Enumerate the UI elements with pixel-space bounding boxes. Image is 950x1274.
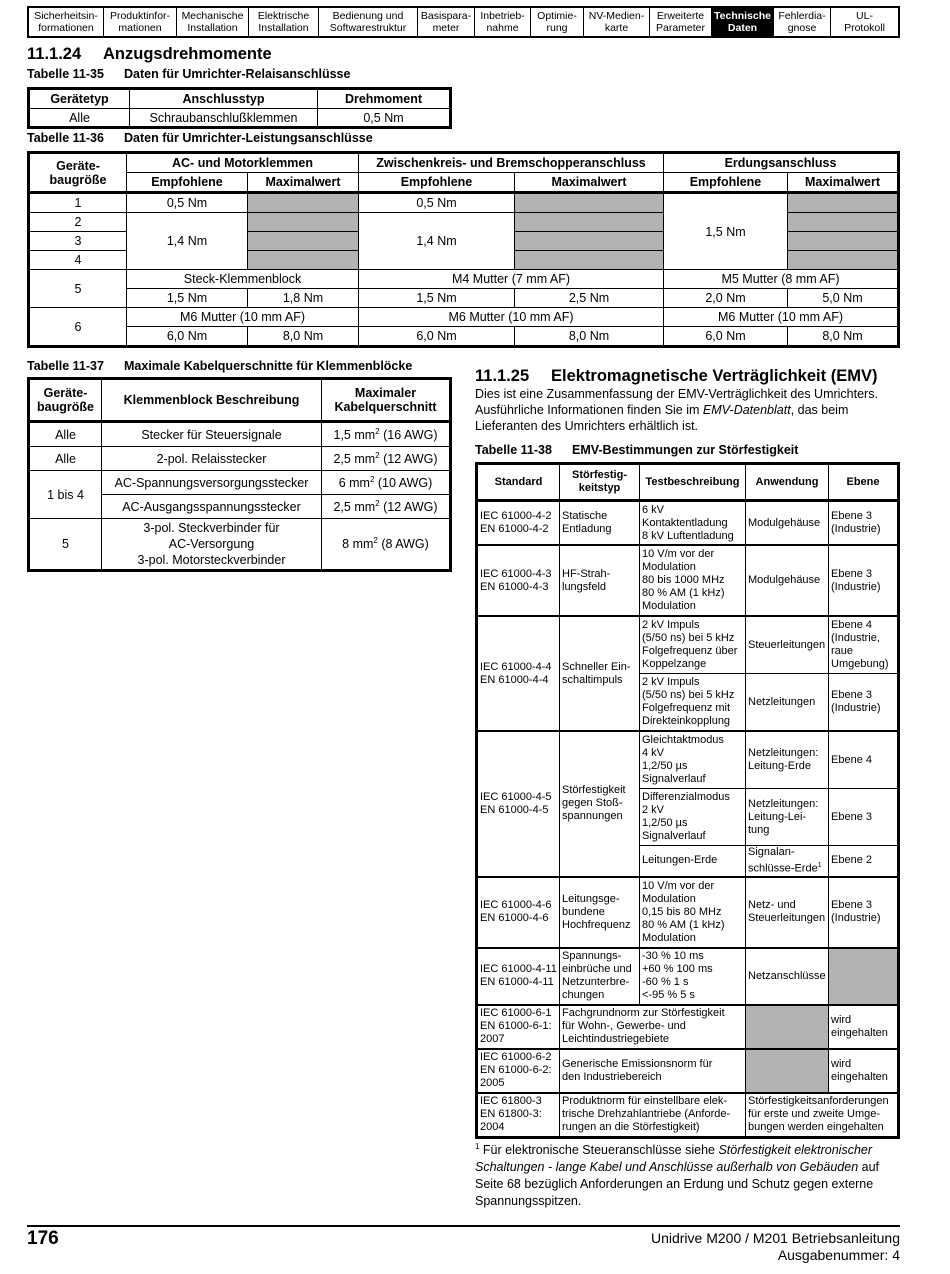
table-cell: wird eingehalten bbox=[829, 1005, 899, 1049]
table-cell: Generische Emissionsnorm für den Industriebereich bbox=[560, 1049, 746, 1093]
section-paragraph: Dies ist eine Zusammenfassung der EMV-Verträglichkeit des Umrichters. Ausführliche Informationen finden Sie im EMV-Datenblatt, das beim Lieferanten des Umrichters erhältlich ist. bbox=[475, 387, 878, 433]
size-cell: 3 bbox=[29, 232, 127, 251]
grey-cell bbox=[788, 213, 899, 232]
table-cell: Fachgrundnorm zur Störfestigkeit für Wohn-, Gewerbe- und Leichtindustriegebiete bbox=[560, 1005, 746, 1049]
grey-cell bbox=[746, 1005, 829, 1049]
table-cell: 6,0 Nm bbox=[359, 327, 515, 347]
table-cell: Spannungs- einbrüche und Netzunterbre- chungen bbox=[560, 948, 640, 1005]
table-row bbox=[29, 471, 451, 495]
table-cell: 1,4 Nm bbox=[359, 213, 515, 270]
column-header: Geräte- baugröße bbox=[29, 379, 102, 422]
section-heading-11-1-25 bbox=[475, 367, 877, 386]
table-cell: Ebene 3 (Industrie) bbox=[829, 501, 899, 546]
table-row bbox=[477, 1049, 899, 1093]
section-number: 11.1.25 bbox=[475, 367, 530, 385]
nav-tab[interactable]: Fehlerdia- gnose bbox=[774, 8, 831, 36]
table-cell: HF-Strah- lungsfeld bbox=[560, 545, 640, 616]
column-header: Störfestig- keitstyp bbox=[560, 464, 640, 501]
table-cell: Ebene 4 (Industrie, raue Umgebung) bbox=[829, 616, 899, 674]
table-cell: Alle bbox=[29, 422, 102, 447]
table-row bbox=[29, 447, 451, 471]
table-cell: 0,5 Nm bbox=[127, 193, 248, 213]
table-cell: M4 Mutter (7 mm AF) bbox=[359, 270, 664, 289]
table-cell: 8,0 Nm bbox=[788, 327, 899, 347]
table-cell: Signalan- schlüsse-Erde$^1$ bbox=[746, 846, 829, 877]
table-cell: Ebene 3 (Industrie) bbox=[829, 545, 899, 616]
grey-cell bbox=[515, 193, 664, 213]
table-row bbox=[477, 948, 899, 1005]
footnote-marker: 1 bbox=[817, 862, 822, 869]
nav-tab[interactable]: Technische Daten bbox=[712, 8, 774, 36]
relay-torque-table bbox=[27, 87, 452, 129]
table-cell: 1,4 Nm bbox=[127, 213, 248, 270]
table-cell: 6 kV Kontaktentladung 8 kV Luftentladung bbox=[640, 501, 746, 546]
table-row bbox=[29, 270, 899, 289]
table-caption-11-35 bbox=[27, 67, 350, 81]
table-cell: Differenzialmodus 2 kV 1,2/50 µs Signalverlauf bbox=[640, 789, 746, 846]
nav-tab[interactable]: Erweiterte Parameter bbox=[650, 8, 712, 36]
table-row bbox=[477, 1093, 899, 1138]
table-cell: Ebene 3 (Industrie) bbox=[829, 674, 899, 732]
column-header: Maximalwert bbox=[788, 173, 899, 193]
table-cell: Statische Entladung bbox=[560, 501, 640, 546]
table-cell: M6 Mutter (10 mm AF) bbox=[664, 308, 899, 327]
nav-tab[interactable]: Mechanische Installation bbox=[177, 8, 249, 36]
table-row bbox=[477, 731, 899, 789]
size-cell: 5 bbox=[29, 270, 127, 308]
column-header: Anschlusstyp bbox=[130, 89, 318, 109]
table-cell: 2 kV Impuls (5/50 ns) bei 5 kHz Folgefrequenz mit Direkteinkopplung bbox=[640, 674, 746, 732]
table-cell: 6,0 Nm bbox=[664, 327, 788, 347]
column-header: Empfohlene bbox=[359, 173, 515, 193]
table-title: Daten für Umrichter-Relaisanschlüsse bbox=[124, 67, 351, 81]
table-cell: Alle bbox=[29, 109, 130, 128]
grey-cell bbox=[788, 232, 899, 251]
table-cell: Schneller Ein- schaltimpuls bbox=[560, 616, 640, 731]
table-cell: 6,0 Nm bbox=[127, 327, 248, 347]
table-cell: Netzleitungen: Leitung-Lei- tung bbox=[746, 789, 829, 846]
grey-cell bbox=[788, 193, 899, 213]
size-cell: 4 bbox=[29, 251, 127, 270]
column-header: Testbeschreibung bbox=[640, 464, 746, 501]
table-cell: 6 $mm^2$ (10 AWG) bbox=[322, 471, 451, 495]
table-cell: 1,5 Nm bbox=[664, 193, 788, 270]
table-cell: Leitungen-Erde bbox=[640, 846, 746, 877]
table-cell: 8 $mm^2$ (8 AWG) bbox=[322, 519, 451, 571]
power-torque-table bbox=[27, 151, 900, 348]
table-cell: 8,0 Nm bbox=[515, 327, 664, 347]
table-label: Tabelle 11-35 bbox=[27, 67, 104, 81]
table-cell: IEC 61000-6-2 EN 61000-6-2: 2005 bbox=[477, 1049, 560, 1093]
table-cell: 2,5 $mm^2$ (12 AWG) bbox=[322, 495, 451, 519]
footnote-marker: 1 bbox=[475, 1142, 480, 1151]
column-header: Gerätetyp bbox=[29, 89, 130, 109]
table-cell: 3-pol. Steckverbinder für AC-Versorgung 3-pol. Motorsteckverbinder bbox=[102, 519, 322, 571]
table-cell: Netz- und Steuerleitungen bbox=[746, 877, 829, 948]
table-cell: Netzleitungen bbox=[746, 674, 829, 732]
table-row bbox=[29, 519, 451, 571]
table-cell: IEC 61000-4-6 EN 61000-4-6 bbox=[477, 877, 560, 948]
table-row bbox=[29, 308, 899, 327]
footer-divider bbox=[27, 1225, 900, 1227]
table-cell: 2 kV Impuls (5/50 ns) bei 5 kHz Folgefrequenz über Koppelzange bbox=[640, 616, 746, 674]
table-cell: 1,5 Nm bbox=[359, 289, 515, 308]
table-cell: wird eingehalten bbox=[829, 1049, 899, 1093]
table-row bbox=[477, 616, 899, 674]
nav-tab[interactable]: Sicherheitsin- formationen bbox=[29, 8, 104, 36]
footer-title bbox=[575, 1230, 900, 1264]
table-cell: -30 % 10 ms +60 % 100 ms -60 % 1 s <-95 % 5 s bbox=[640, 948, 746, 1005]
column-header: Empfohlene bbox=[664, 173, 788, 193]
table-cell: IEC 61000-4-5 EN 61000-4-5 bbox=[477, 731, 560, 877]
section-number: 11.1.24 bbox=[27, 45, 82, 63]
size-cell: 6 bbox=[29, 308, 127, 347]
emc-immunity-table bbox=[475, 462, 900, 1139]
table-cell: AC-Ausgangsspannungsstecker bbox=[102, 495, 322, 519]
table-title: Maximale Kabelquerschnitte für Klemmenblöcke bbox=[124, 359, 413, 373]
table-cell: Störfestigkeitsanforderungen für erste und zweite Umge- bungen werden eingehalten bbox=[746, 1093, 899, 1138]
cable-size-table bbox=[27, 377, 452, 572]
section-heading-11-1-24 bbox=[27, 45, 272, 64]
table-cell: IEC 61800-3 EN 61800-3: 2004 bbox=[477, 1093, 560, 1138]
table-row bbox=[477, 501, 899, 546]
table-cell: 10 V/m vor der Modulation 0,15 bis 80 MHz 80 % AM (1 kHz) Modulation bbox=[640, 877, 746, 948]
table-label: Tabelle 11-36 bbox=[27, 131, 104, 145]
table-cell: 0,5 Nm bbox=[359, 193, 515, 213]
column-header: Geräte- baugröße bbox=[29, 153, 127, 193]
table-cell: 2,0 Nm bbox=[664, 289, 788, 308]
table-cell: Netzanschlüsse bbox=[746, 948, 829, 1005]
table-cell: IEC 61000-4-3 EN 61000-4-3 bbox=[477, 545, 560, 616]
table-cell: IEC 61000-4-4 EN 61000-4-4 bbox=[477, 616, 560, 731]
section-title: Elektromagnetische Verträglichkeit (EMV) bbox=[551, 367, 878, 385]
column-group-header: AC- und Motorklemmen bbox=[127, 153, 359, 173]
nav-tab[interactable]: Elektrische Installation bbox=[249, 8, 319, 36]
grey-cell bbox=[515, 232, 664, 251]
nav-tab[interactable]: Optimie- rung bbox=[531, 8, 584, 36]
size-cell: 2 bbox=[29, 213, 127, 232]
column-header: Maximalwert bbox=[515, 173, 664, 193]
column-header: Drehmoment bbox=[318, 89, 451, 109]
table-cell: Produktnorm für einstellbare elek- trische Drehzahlantriebe (Anforde- rungen an die Störfestigkeit) bbox=[560, 1093, 746, 1138]
table-cell: 1 bis 4 bbox=[29, 471, 102, 519]
table-cell: Steuerleitungen bbox=[746, 616, 829, 674]
grey-cell bbox=[746, 1049, 829, 1093]
column-header: Empfohlene bbox=[127, 173, 248, 193]
table-cell: 1,8 Nm bbox=[248, 289, 359, 308]
column-header: Maximaler Kabelquerschnitt bbox=[322, 379, 451, 422]
table-cell: Ebene 3 bbox=[829, 789, 899, 846]
table-row bbox=[477, 1005, 899, 1049]
table-cell: Störfestigkeit gegen Stoß- spannungen bbox=[560, 731, 640, 877]
column-group-header: Zwischenkreis- und Bremschopperanschluss bbox=[359, 153, 664, 173]
column-header: Klemmenblock Beschreibung bbox=[102, 379, 322, 422]
nav-tab[interactable]: UL- Protokoll bbox=[844, 10, 885, 34]
table-row bbox=[29, 327, 899, 347]
table-cell: AC-Spannungsversorgungsstecker bbox=[102, 471, 322, 495]
column-group-header: Erdungsanschluss bbox=[664, 153, 899, 173]
grey-cell bbox=[248, 193, 359, 213]
grey-cell bbox=[788, 251, 899, 270]
table-caption-11-38 bbox=[475, 443, 798, 457]
table-cell: 2,5 Nm bbox=[515, 289, 664, 308]
table-cell: 8,0 Nm bbox=[248, 327, 359, 347]
table-cell: 2-pol. Relaisstecker bbox=[102, 447, 322, 471]
table-cell: Steck-Klemmenblock bbox=[127, 270, 359, 289]
datasheet-reference: EMV-Datenblatt bbox=[702, 403, 791, 417]
column-header: Maximalwert bbox=[248, 173, 359, 193]
nav-tab[interactable]: Inbetrieb- nahme bbox=[475, 8, 531, 36]
table-cell: 0,5 Nm bbox=[318, 109, 451, 128]
table-cell: IEC 61000-4-11 EN 61000-4-11 bbox=[477, 948, 560, 1005]
table-cell: 1,5 Nm bbox=[127, 289, 248, 308]
table-label: Tabelle 11-38 bbox=[475, 443, 552, 457]
table-cell: Stecker für Steuersignale bbox=[102, 422, 322, 447]
table-caption-11-37 bbox=[27, 359, 412, 373]
grey-cell bbox=[248, 213, 359, 232]
section-title: Anzugsdrehmomente bbox=[103, 45, 272, 63]
table-caption-11-36 bbox=[27, 131, 373, 145]
table-row bbox=[29, 289, 899, 308]
table-row bbox=[477, 877, 899, 948]
table-cell: 5,0 Nm bbox=[788, 289, 899, 308]
grey-cell bbox=[248, 232, 359, 251]
column-header: Anwendung bbox=[746, 464, 829, 501]
page-number: 176 bbox=[27, 1228, 59, 1249]
footnote: $^1$ Für elektronische Steueranschlüsse siehe Störfestigkeit elektronischer Schaltungen - lange Kabel und Anschlüsse außerhalb von Gebäuden auf Seite 68 bezüglich Anforderungen an Erdung und Schutz gegen externe Spannungsspitzen. bbox=[475, 1142, 880, 1209]
table-row bbox=[29, 109, 451, 128]
table-cell: Leitungsge- bundene Hochfrequenz bbox=[560, 877, 640, 948]
column-header: Ebene bbox=[829, 464, 899, 501]
table-row bbox=[29, 422, 451, 447]
table-cell: M6 Mutter (10 mm AF) bbox=[127, 308, 359, 327]
nav-tab[interactable]: Basispara- meter bbox=[418, 8, 475, 36]
table-cell: Gleichtaktmodus 4 kV 1,2/50 µs Signalverlauf bbox=[640, 731, 746, 789]
table-cell: Ebene 3 (Industrie) bbox=[829, 877, 899, 948]
grey-cell bbox=[515, 213, 664, 232]
table-cell: Ebene 2 bbox=[829, 846, 899, 877]
table-cell: IEC 61000-6-1 EN 61000-6-1: 2007 bbox=[477, 1005, 560, 1049]
table-cell: 5 bbox=[29, 519, 102, 571]
table-cell: 10 V/m vor der Modulation 80 bis 1000 MHz 80 % AM (1 kHz) Modulation bbox=[640, 545, 746, 616]
grey-cell bbox=[515, 251, 664, 270]
table-cell: Ebene 4 bbox=[829, 731, 899, 789]
nav-tab[interactable]: NV-Medien- karte bbox=[584, 8, 650, 36]
table-cell: 1,5 $mm^2$ (16 AWG) bbox=[322, 422, 451, 447]
table-cell: Modulgehäuse bbox=[746, 501, 829, 546]
table-cell: IEC 61000-4-2 EN 61000-4-2 bbox=[477, 501, 560, 546]
column-header: Standard bbox=[477, 464, 560, 501]
table-cell: Alle bbox=[29, 447, 102, 471]
size-cell: 1 bbox=[29, 193, 127, 213]
issue-number: Ausgabenummer: 4 bbox=[777, 1247, 900, 1263]
table-cell: M6 Mutter (10 mm AF) bbox=[359, 308, 664, 327]
table-cell: Modulgehäuse bbox=[746, 545, 829, 616]
table-label: Tabelle 11-37 bbox=[27, 359, 104, 373]
chapter-nav bbox=[27, 6, 900, 38]
table-cell: 2,5 $mm^2$ (12 AWG) bbox=[322, 447, 451, 471]
grey-cell bbox=[829, 948, 899, 1005]
table-cell: Netzleitungen: Leitung-Erde bbox=[746, 731, 829, 789]
table-cell: Schraubanschlußklemmen bbox=[130, 109, 318, 128]
grey-cell bbox=[248, 251, 359, 270]
footnote-reference: Störfestigkeit elektronischer Schaltungen - lange Kabel und Anschlüsse außerhalb von Gebäuden bbox=[475, 1143, 873, 1175]
table-title: EMV-Bestimmungen zur Störfestigkeit bbox=[572, 443, 799, 457]
table-title: Daten für Umrichter-Leistungsanschlüsse bbox=[124, 131, 373, 145]
table-row bbox=[477, 545, 899, 616]
table-row bbox=[29, 193, 899, 213]
manual-title: Unidrive M200 / M201 Betriebsanleitung bbox=[650, 1230, 900, 1246]
nav-tab[interactable]: Bedienung und Softwarestruktur bbox=[319, 8, 418, 36]
nav-tab[interactable]: Produktinfor- mationen bbox=[104, 8, 177, 36]
table-cell: M5 Mutter (8 mm AF) bbox=[664, 270, 899, 289]
